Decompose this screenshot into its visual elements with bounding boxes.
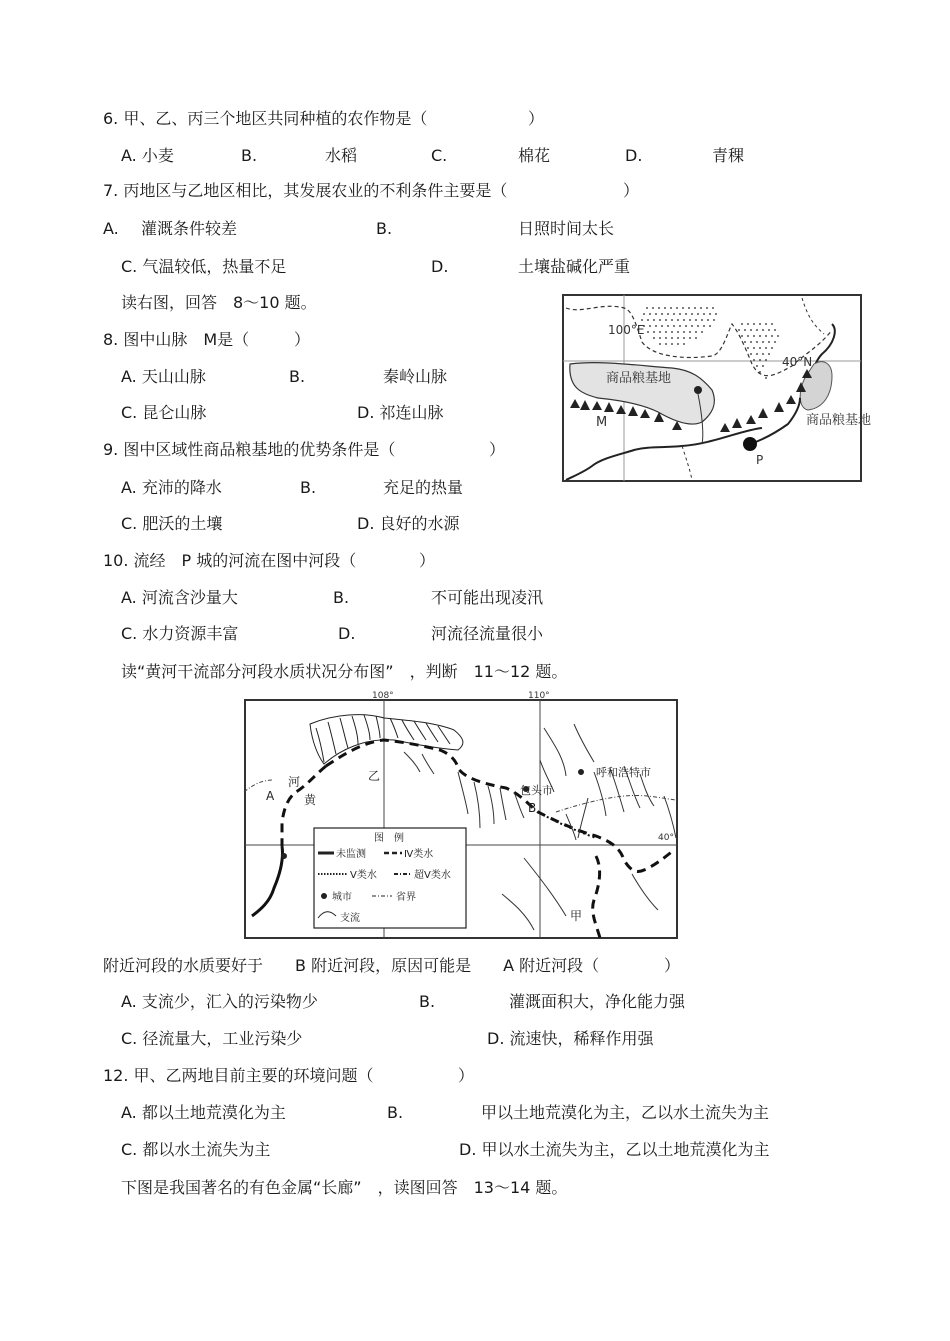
map2-city-huhehaote-dot	[578, 769, 584, 775]
q9-option-b: 充足的热量	[383, 478, 464, 497]
intro-13-14: 下图是我国著名的有色金属“长廊” ，读图回答 13～14 题。	[121, 1178, 568, 1197]
q7-paren-close: ）	[623, 181, 640, 200]
q12-option-a: A. 都以土地荒漠化为主	[121, 1103, 286, 1122]
q7-option-d-letter: D.	[431, 257, 449, 276]
q9-option-c: C. 肥沃的土壤	[121, 514, 223, 533]
q8-option-c: C. 昆仑山脉	[121, 403, 207, 422]
q6-option-b-letter: B.	[241, 146, 258, 165]
q12-option-b-letter: B.	[387, 1103, 404, 1122]
map2-river-char2: 黄	[304, 793, 317, 807]
q7-option-b: 日照时间太长	[518, 219, 615, 238]
q12-option-d: D. 甲以水土流失为主，乙以土地荒漠化为主	[459, 1140, 770, 1159]
q8-option-d: D. 祁连山脉	[357, 403, 444, 422]
q6-option-a: A. 小麦	[121, 146, 174, 165]
map1-base-left-label: 商品粮基地	[606, 371, 672, 386]
legend-city: 城市	[332, 892, 352, 903]
q6-option-d: 青稞	[712, 146, 745, 165]
map2-city-huhehaote: 呼和浩特市	[596, 766, 651, 779]
map2-label-b: B	[528, 801, 537, 815]
q11-option-a: A. 支流少，汇入的污染物少	[121, 992, 318, 1011]
map2-city-baotou: 包头市	[520, 784, 553, 797]
q6-option-c: 棉花	[518, 146, 551, 165]
map1-base-right-label: 商品粮基地	[806, 413, 872, 428]
map-yellow-river-water-quality	[244, 688, 678, 940]
q11-option-b: 灌溉面积大，净化能力强	[509, 992, 686, 1011]
q11-paren-close: ）	[664, 956, 681, 975]
map-hexi-region	[562, 294, 872, 482]
map1-mountain-label: M	[596, 415, 608, 430]
q9-option-d: D. 良好的水源	[357, 514, 460, 533]
q6-stem: 6. 甲、乙、丙三个地区共同种植的农作物是（	[103, 109, 428, 128]
map1-city-label: P	[756, 453, 764, 467]
q10-stem: 10. 流经 P 城的河流在图中河段（	[103, 551, 357, 570]
q9-option-b-letter: B.	[300, 478, 317, 497]
legend-border: 省界	[396, 892, 416, 903]
q7-option-a: 灌溉条件较差	[141, 219, 238, 238]
q10-option-c: C. 水力资源丰富	[121, 624, 239, 643]
q7-option-c: C. 气温较低，热量不足	[121, 257, 287, 276]
q8-option-b-letter: B.	[289, 367, 306, 386]
legend-v: Ⅴ类水	[350, 870, 377, 881]
intro-8-10: 读右图，回答 8～10 题。	[121, 293, 317, 312]
q6-option-b: 水稻	[325, 146, 358, 165]
q8-option-b: 秦岭山脉	[383, 367, 448, 386]
q10-option-d-letter: D.	[338, 624, 356, 643]
legend-tributary: 支流	[340, 913, 360, 924]
q11-stem: 附近河段的水质要好于 B 附近河段，原因可能是 A 附近河段（	[103, 956, 600, 975]
map2-river-char1: 河	[288, 775, 301, 789]
map2-lat-label: 40°	[658, 833, 674, 843]
q9-option-a: A. 充沛的降水	[121, 478, 222, 497]
legend-super-v: 超Ⅴ类水	[414, 870, 451, 881]
q10-option-d: 河流径流量很小	[431, 624, 544, 643]
map2-label-yi: 乙	[368, 769, 381, 783]
map2-label-jia: 甲	[570, 909, 583, 923]
q8-stem: 8. 图中山脉 M是（	[103, 330, 250, 349]
q12-option-b: 甲以土地荒漠化为主，乙以水土流失为主	[481, 1103, 770, 1122]
map2-lon1: 108°	[372, 691, 394, 701]
legend-iv: Ⅳ类水	[404, 849, 434, 860]
q7-option-a-letter: A.	[103, 219, 119, 238]
legend-unmonitored: 未监测	[336, 849, 366, 860]
q10-option-b-letter: B.	[333, 588, 350, 607]
map2-lon2: 110°	[528, 691, 550, 701]
q7-option-b-letter: B.	[376, 219, 393, 238]
q8-paren-close: ）	[294, 330, 311, 349]
q6-option-c-letter: C.	[431, 146, 448, 165]
intro-11-12: 读“黄河干流部分河段水质状况分布图” ，判断 11～12 题。	[121, 662, 568, 681]
q6-paren-close: ）	[528, 109, 545, 128]
q9-stem: 9. 图中区域性商品粮基地的优势条件是（	[103, 440, 396, 459]
q9-paren-close: ）	[489, 440, 506, 459]
q7-stem: 7. 丙地区与乙地区相比，其发展农业的不利条件主要是（	[103, 181, 508, 200]
map1-lon-label: 100°E	[608, 323, 645, 337]
map2-legend	[314, 828, 466, 928]
q7-option-d: 土壤盐碱化严重	[518, 257, 631, 276]
q11-option-c: C. 径流量大，工业污染少	[121, 1029, 303, 1048]
q11-option-b-letter: B.	[419, 992, 436, 1011]
q10-paren-close: ）	[419, 551, 436, 570]
q12-stem: 12. 甲、乙两地目前主要的环境问题（	[103, 1066, 374, 1085]
q8-option-a: A. 天山山脉	[121, 367, 206, 386]
map1-lat-label: 40°N	[782, 355, 813, 369]
legend-title: 图 例	[374, 833, 404, 844]
q12-option-c: C. 都以水土流失为主	[121, 1140, 271, 1159]
q12-paren-close: ）	[458, 1066, 475, 1085]
q10-option-b: 不可能出现凌汛	[431, 588, 544, 607]
q11-option-d: D. 流速快，稀释作用强	[487, 1029, 654, 1048]
map2-label-a: A	[266, 789, 275, 803]
q6-option-d-letter: D.	[625, 146, 643, 165]
q10-option-a: A. 河流含沙量大	[121, 588, 238, 607]
